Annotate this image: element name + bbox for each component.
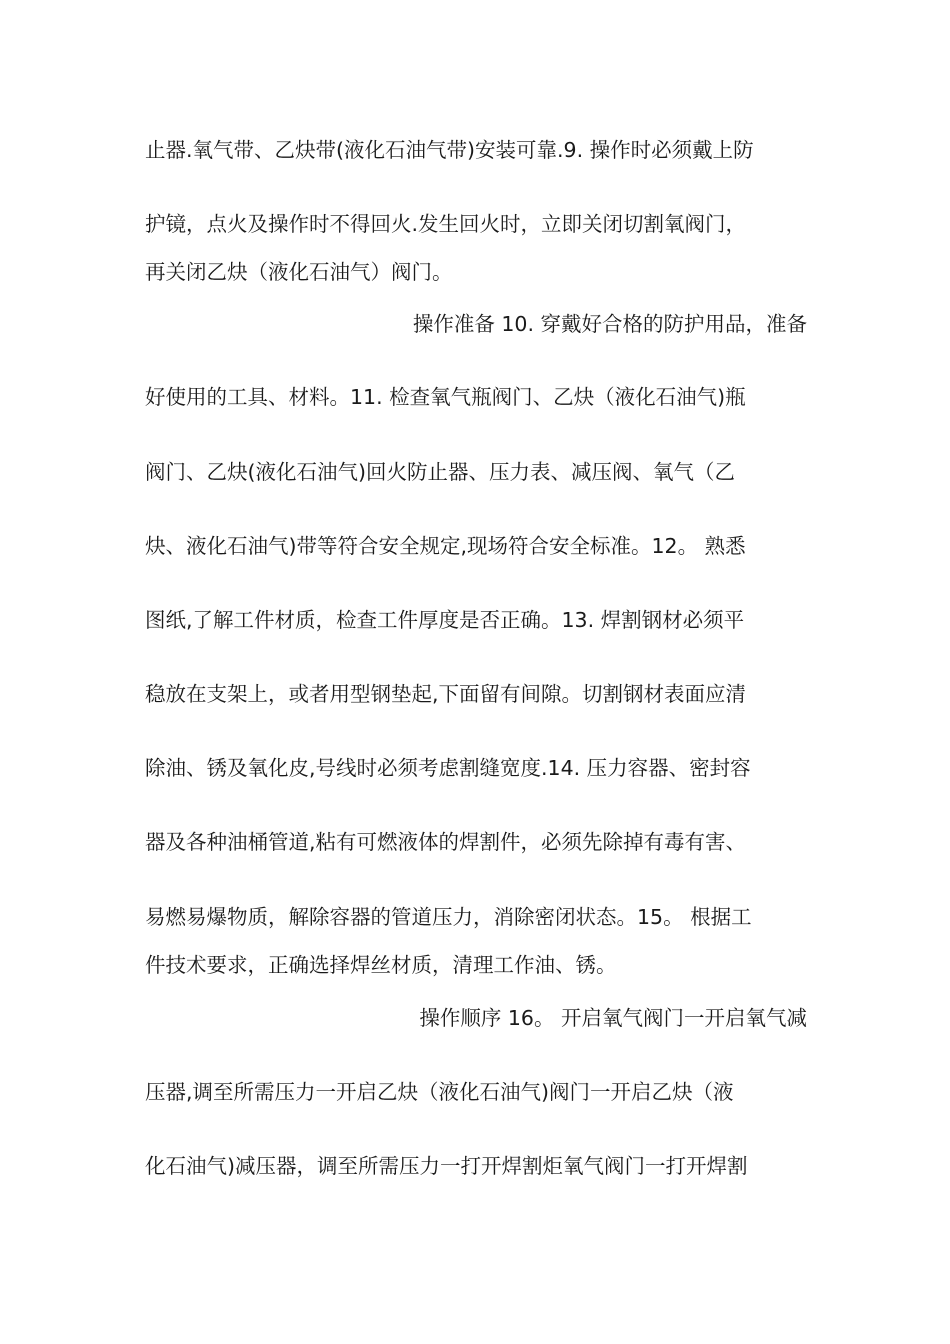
text-line: 件技术要求，正确选择焊丝材质，清理工作油、锈。: [145, 953, 617, 977]
text-line: 器及各种油桶管道,粘有可燃液体的焊割件，必须先除掉有毒有害、: [145, 830, 747, 854]
text-line: 炔、液化石油气)带等符合安全规定,现场符合安全标准。12。 熟悉: [145, 534, 746, 558]
text-line: 护镜，点火及操作时不得回火.发生回火时，立即关闭切割氧阀门，: [145, 212, 747, 236]
text-line: 止器.氧气带、乙炔带(液化石油气带)安装可靠.9. 操作时必须戴上防: [145, 138, 754, 162]
text-line: 图纸,了解工件材质，检查工件厚度是否正确。13. 焊割钢材必须平: [145, 608, 745, 632]
text-line: 易燃易爆物质，解除容器的管道压力，消除密闭状态。15。 根据工: [145, 905, 752, 929]
section-heading-line: 操作顺序 16。 开启氧气阀门一开启氧气减: [419, 1006, 807, 1030]
text-line: 压器,调至所需压力一开启乙炔（液化石油气)阀门一开启乙炔（液: [145, 1080, 734, 1104]
text-line: 化石油气)减压器，调至所需压力一打开焊割炬氧气阀门一打开焊割: [145, 1154, 748, 1178]
section-heading-line: 操作准备 10. 穿戴好合格的防护用品，准备: [412, 312, 807, 336]
text-line: 阀门、乙炔(液化石油气)回火防止器、压力表、减压阀、氧气（乙: [145, 460, 735, 484]
text-line: 好使用的工具、材料。11. 检查氧气瓶阀门、乙炔（液化石油气)瓶: [145, 385, 746, 409]
text-line: 稳放在支架上，或者用型钢垫起,下面留有间隙。切割钢材表面应清: [145, 682, 747, 706]
text-line: 再关闭乙炔（液化石油气）阀门。: [145, 260, 453, 284]
text-line: 除油、锈及氧化皮,号线时必须考虑割缝宽度.14. 压力容器、密封容: [145, 756, 751, 780]
